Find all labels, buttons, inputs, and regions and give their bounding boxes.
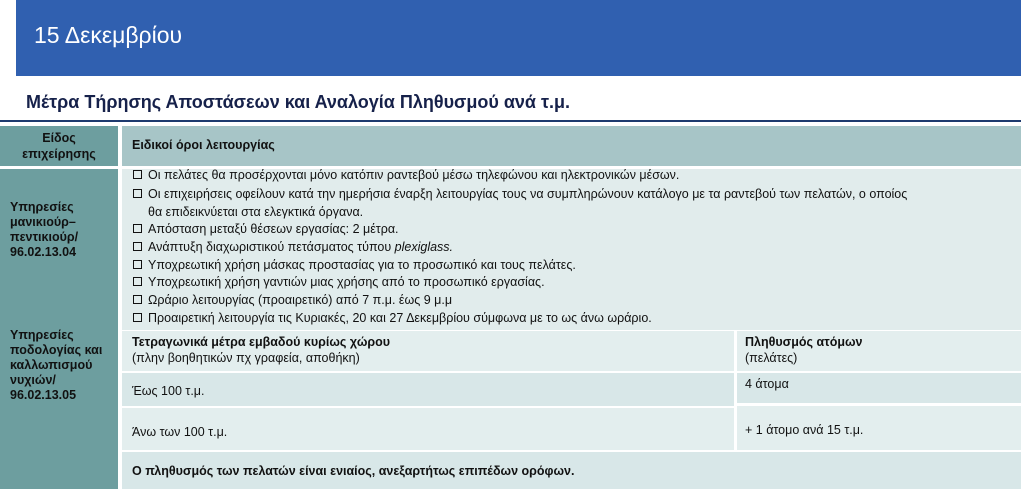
bullet-text: Υποχρεωτική χρήση μάσκας προστασίας για το προσωπικό και τους πελάτες. — [148, 258, 576, 272]
business-1-line: μανικιούρ– — [10, 215, 76, 229]
area-column-header — [122, 331, 734, 371]
area-value: Έως 100 τ.μ. — [132, 384, 205, 398]
list-item — [133, 293, 452, 307]
footer-note: Ο πληθυσμός των πελατών είναι ενιαίος, ανεξαρτήτως επιπέδων ορόφων. — [132, 464, 575, 478]
bullet-text: Οι επιχειρήσεις οφείλουν κατά την ημερήσια έναρξη λειτουργίας τους να συμπληρώνουν κατάλογο με τα ραντεβού των πελατών, ο οποίος — [148, 187, 908, 201]
business-2-line: ποδολογίας και — [10, 343, 103, 357]
business-2-line: καλλωπισμού — [10, 358, 93, 372]
business-2-line: 96.02.13.05 — [10, 388, 77, 402]
business-type-podology — [10, 328, 102, 403]
checkbox-bullet-icon — [133, 189, 142, 198]
business-1-line: πεντικιούρ/ — [10, 230, 79, 244]
list-item — [133, 187, 907, 201]
table-row-area-1 — [122, 373, 734, 406]
business-type-header-line1: Είδος — [42, 131, 76, 145]
terms-bullet-list — [122, 169, 1021, 330]
bullet-italic-text: plexiglass. — [394, 240, 454, 254]
bullet-continuation: θα επιδεικνύεται στα ελεγκτικά όργανα. — [148, 205, 364, 219]
population-column-header — [737, 331, 1021, 371]
area-header-note: (πλην βοηθητικών πχ γραφεία, αποθήκη) — [132, 351, 360, 365]
list-item — [133, 168, 679, 182]
page-heading: Μέτρα Τήρησης Αποστάσεων και Αναλογία Πληθυσμού ανά τ.μ. — [26, 92, 571, 112]
checkbox-bullet-icon — [133, 277, 142, 286]
list-item — [133, 311, 652, 325]
heading-divider — [0, 120, 1021, 122]
table-row-population-1 — [737, 373, 1021, 403]
table-row-area-2 — [122, 408, 734, 450]
bullet-text: Απόσταση μεταξύ θέσεων εργασίας: 2 μέτρα. — [148, 222, 399, 236]
list-item — [133, 275, 545, 289]
business-types-column — [0, 169, 118, 489]
table-row-population-2 — [737, 406, 1021, 450]
bullet-text: Ανάπτυξη διαχωριστικού πετάσματος τύπου — [148, 240, 395, 254]
business-2-line: Υπηρεσίες — [10, 328, 74, 342]
business-2-line: νυχιών/ — [10, 373, 56, 387]
checkbox-bullet-icon — [133, 242, 142, 251]
title-banner — [16, 0, 1021, 76]
checkbox-bullet-icon — [133, 260, 142, 269]
bullet-text: Προαιρετική λειτουργία τις Κυριακές, 20 και 27 Δεκεμβρίου σύμφωνα με το ως άνω ωράριο. — [148, 311, 652, 325]
business-type-header-line2: επιχείρησης — [22, 147, 96, 161]
checkbox-bullet-icon — [133, 295, 142, 304]
area-header-title: Τετραγωνικά μέτρα εμβαδού κυρίως χώρου — [132, 335, 391, 349]
list-item — [133, 258, 576, 272]
population-header-title: Πληθυσμός ατόμων — [745, 335, 863, 349]
bullet-text: Ωράριο λειτουργίας (προαιρετικό) από 7 π.μ. έως 9 μ.μ — [148, 293, 453, 307]
special-terms-header: Ειδικοί όροι λειτουργίας — [122, 126, 1021, 166]
business-1-line: 96.02.13.04 — [10, 245, 77, 259]
checkbox-bullet-icon — [133, 170, 142, 179]
population-value: 4 άτομα — [745, 377, 789, 391]
list-item — [133, 222, 399, 236]
population-value: + 1 άτομο ανά 15 τ.μ. — [745, 423, 864, 437]
business-type-manicure — [10, 200, 78, 260]
list-item — [133, 240, 453, 254]
area-value: Άνω των 100 τ.μ. — [132, 425, 228, 439]
bullet-text: Οι πελάτες θα προσέρχονται μόνο κατόπιν ραντεβού μέσω τηλεφώνου και ηλεκτρονικών μέσων. — [148, 168, 680, 182]
business-type-header — [0, 126, 118, 166]
checkbox-bullet-icon — [133, 313, 142, 322]
footer-note-row — [122, 452, 1021, 489]
checkbox-bullet-icon — [133, 224, 142, 233]
business-1-line: Υπηρεσίες — [10, 200, 74, 214]
population-header-note: (πελάτες) — [745, 351, 798, 365]
slide-date-title: 15 Δεκεμβρίου — [34, 22, 183, 48]
bullet-text: Υποχρεωτική χρήση γαντιών μιας χρήσης από το προσωπικό εργασίας. — [148, 275, 545, 289]
